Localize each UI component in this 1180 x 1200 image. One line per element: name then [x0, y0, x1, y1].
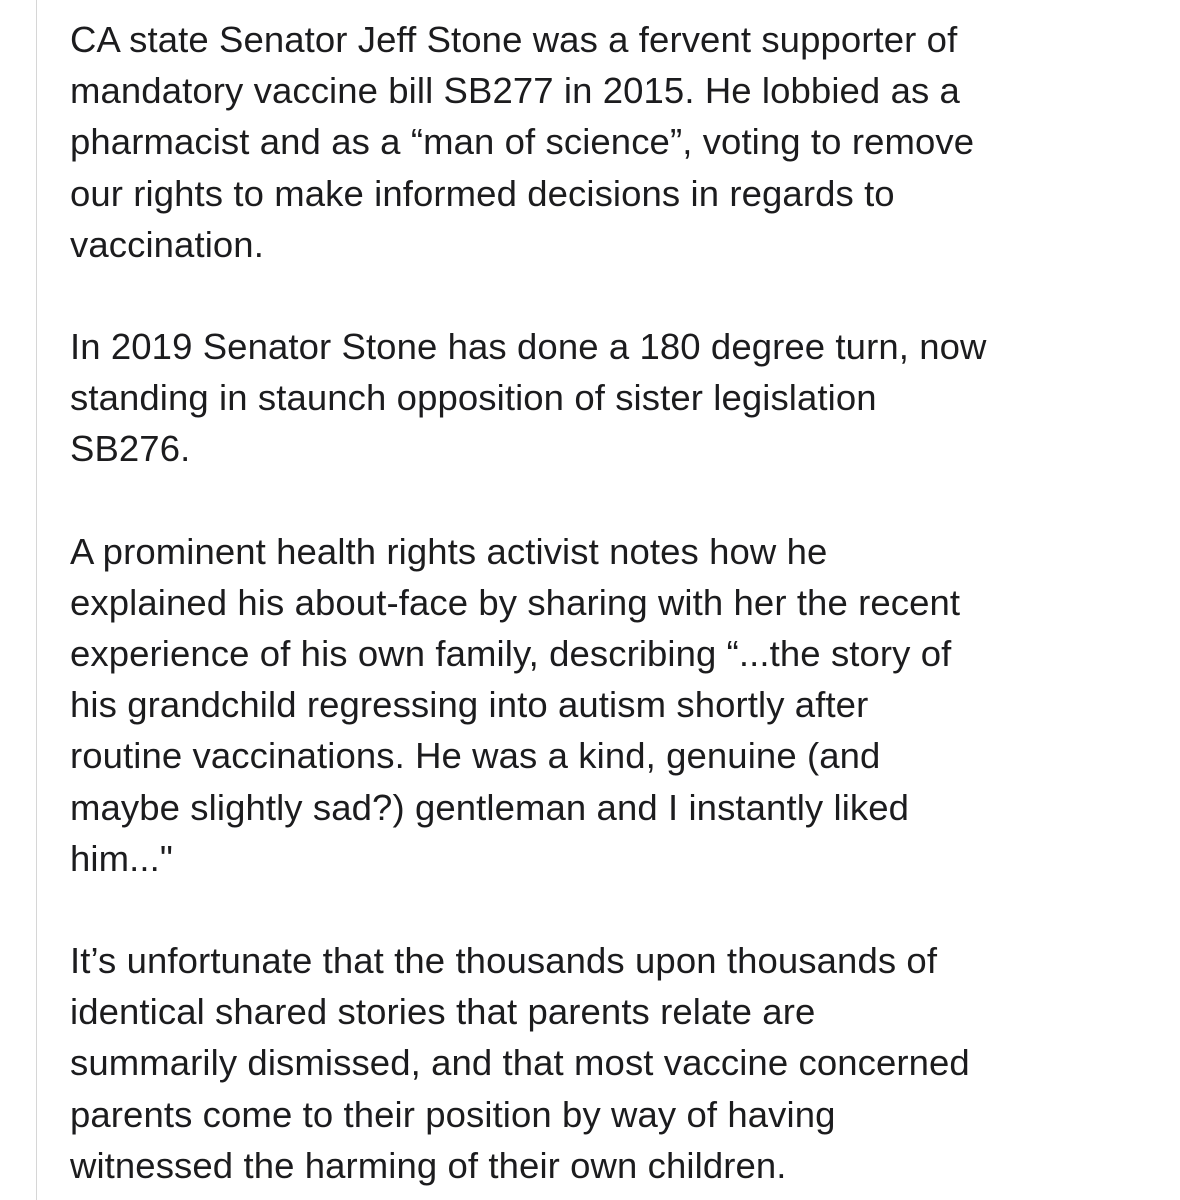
text-line: It’s unfortunate that the thousands upon thousands of — [70, 940, 938, 982]
note-body — [70, 14, 1130, 1191]
text-line: summarily dismissed, and that most vaccine concerned — [70, 1042, 970, 1084]
text-line: SB276. — [70, 428, 191, 470]
paragraph-4 — [70, 935, 1130, 1191]
text-line: witnessed the harming of their own children. — [70, 1144, 787, 1186]
paragraph-2 — [70, 321, 1130, 475]
text-line: maybe slightly sad?) gentleman and I instantly liked — [70, 786, 910, 828]
text-line: routine vaccinations. He was a kind, genuine (and — [70, 735, 881, 777]
text-line: identical shared stories that parents relate are — [70, 991, 816, 1033]
text-line: In 2019 Senator Stone has done a 180 degree turn, now — [70, 326, 987, 368]
text-line: standing in staunch opposition of sister legislation — [70, 377, 877, 419]
paragraph-1 — [70, 14, 1130, 270]
note-page — [36, 0, 1180, 1200]
text-line: his grandchild regressing into autism shortly after — [70, 684, 869, 726]
text-line: explained his about-face by sharing with her the recent — [70, 581, 961, 623]
text-line: experience of his own family, describing “...the story of — [70, 633, 952, 675]
text-line: vaccination. — [70, 223, 264, 265]
text-line: him..." — [70, 837, 173, 879]
text-line: CA state Senator Jeff Stone was a fervent supporter of — [70, 19, 958, 60]
text-line: A prominent health rights activist notes how he — [70, 530, 828, 572]
text-line: mandatory vaccine bill SB277 in 2015. He lobbied as a — [70, 70, 960, 112]
text-line: parents come to their position by way of having — [70, 1093, 836, 1135]
text-line: our rights to make informed decisions in regards to — [70, 172, 895, 214]
text-line: pharmacist and as a “man of science”, voting to remove — [70, 121, 975, 163]
paragraph-3 — [70, 526, 1130, 884]
